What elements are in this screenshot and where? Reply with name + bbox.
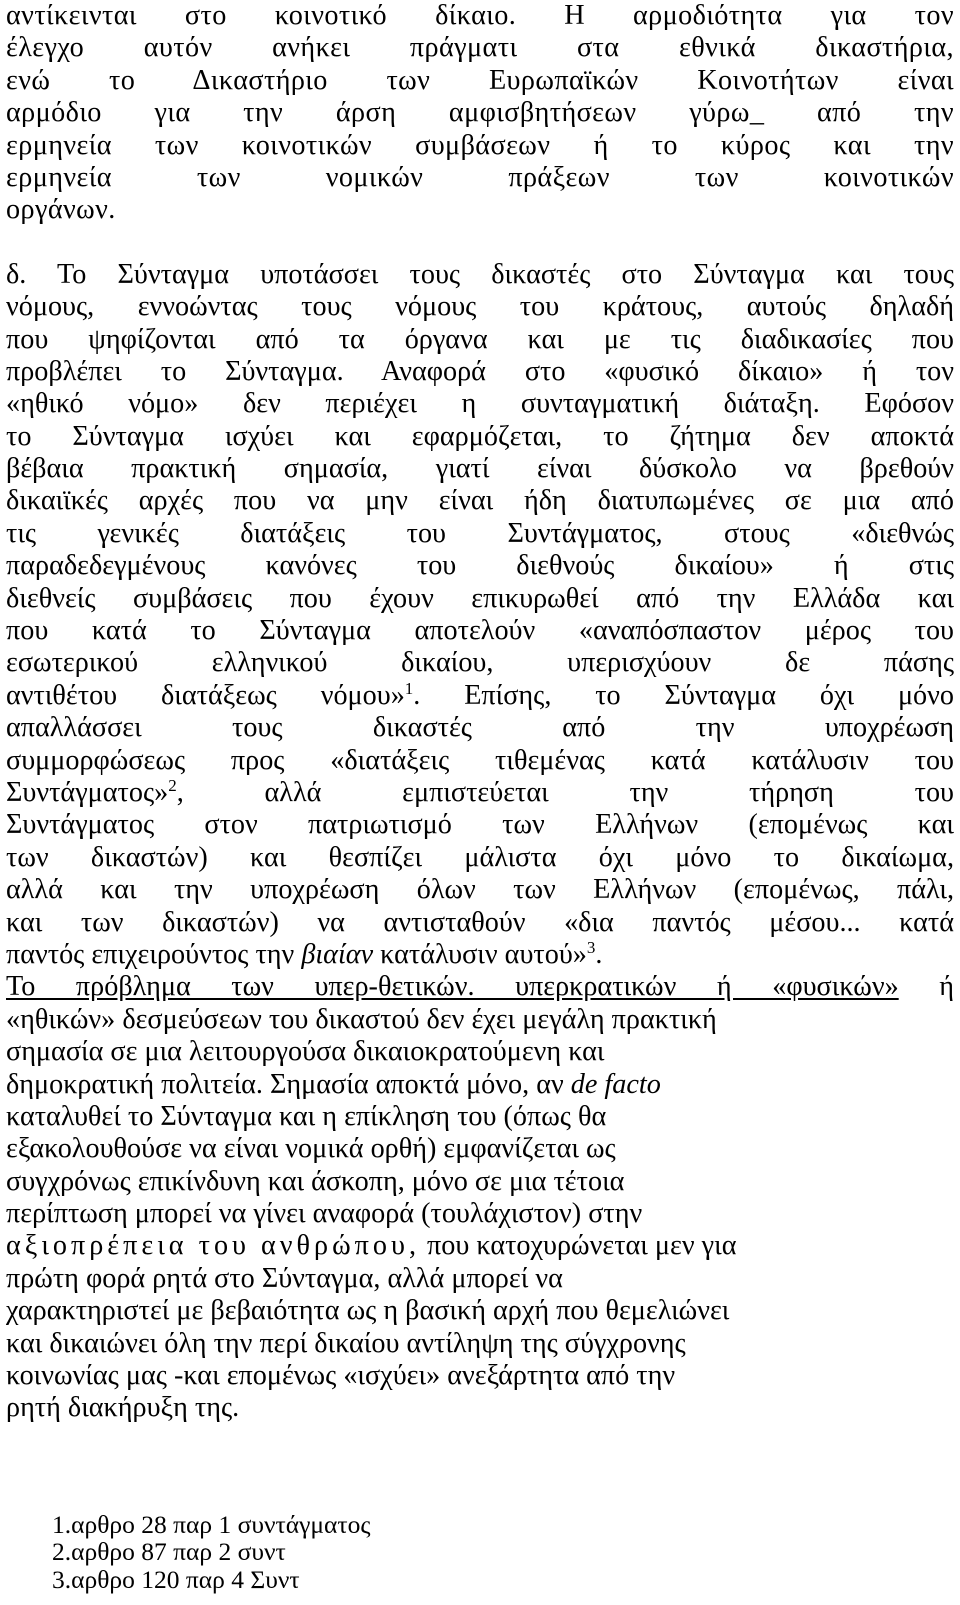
text-line: ρητή διακήρυξη της. — [6, 1392, 240, 1424]
text-line: των δικαστών) και θεσπίζει μάλιστα όχι μόνο το δικαίωμα, — [6, 841, 954, 873]
text-line — [6, 680, 954, 712]
text-line: σημασία σε μια λειτουργούσα δικαιοκρατούμενη και — [6, 1036, 605, 1068]
paragraph-supra-positive — [6, 971, 954, 1424]
text-line: ερμηνεία των κοινοτικών συμβάσεων ή το κύρος και την — [6, 129, 954, 161]
text-line: οργάνων. — [6, 194, 116, 226]
text-line — [6, 1069, 954, 1101]
text-line: νόμους, εννοώντας τους νόμους του κράτους, αυτούς δηλαδή — [6, 291, 954, 323]
text-segment: . Επίσης, το Σύνταγμα όχι μόνο — [413, 679, 954, 711]
text-line: συμμορφώσεως προς «διατάξεις τιθεμένας κατά κατάλυσιν του — [6, 744, 954, 776]
text-line — [6, 1230, 954, 1262]
text-line: δικαιϊκές αρχές που να μην είναι ήδη διατυπωμένες σε μια από — [6, 485, 954, 517]
document-page — [6, 0, 954, 1593]
text-line: παραδεδεγμένους κανόνες του διεθνούς δικαίου» ή στις — [6, 550, 954, 582]
text-segment: δημοκρατική πολιτεία. Σημασία αποκτά μόνο, αν — [6, 1068, 571, 1100]
text-segment: , αλλά εμπιστεύεται την τήρηση του — [176, 776, 954, 808]
text-line: πρώτη φορά ρητά στο Σύνταγμα, αλλά μπορεί να — [6, 1262, 563, 1294]
text-line: και των δικαστών) να αντισταθούν «δια παντός μέσου... κατά — [6, 906, 954, 938]
text-segment: που κατοχυρώνεται μεν για — [420, 1230, 737, 1262]
footnote-2: 2.αρθρο 87 παρ 2 συντ — [52, 1537, 286, 1567]
text-segment: . — [595, 938, 603, 970]
text-line — [6, 939, 954, 971]
italic-text: βιαίαν — [301, 938, 374, 970]
footnote-1: 1.αρθρο 28 παρ 1 συντάγματος — [52, 1509, 371, 1539]
text-line: κοινωνίας μας -και επομένως «ισχύει» ανεξάρτητα από την — [6, 1360, 676, 1392]
text-line: έλεγχο αυτόν ανήκει πράγματι στα εθνικά δικαστήρια, — [6, 32, 954, 64]
spaced-emphasis: αξιοπρέπεια του ανθρώπου, — [6, 1230, 420, 1262]
text-line: «ηθικών» δεσμεύσεων του δικαστού δεν έχει μεγάλη πρακτική — [6, 1003, 717, 1035]
text-line: χαρακτηριστεί με βεβαιότητα ως η βασική αρχή που θεμελιώνει — [6, 1295, 730, 1327]
text-segment: παντός επιχειρούντος την — [6, 938, 302, 970]
text-line: αλλά και την υποχρέωση όλων των Ελλήνων (επομένως, πάλι, — [6, 874, 954, 906]
footnote-3: 3.αρθρο 120 παρ 4 Συντ — [52, 1564, 300, 1594]
text-line: που ψηφίζονται από τα όργανα και με τις διαδικασίες που — [6, 323, 954, 355]
underlined-heading: Το πρόβλημα των υπερ-θετικών. υπερκρατικών ή «φυσικών» — [6, 971, 899, 1003]
text-line: που κατά το Σύνταγμα αποτελούν «αναπόσπαστον μέρος του — [6, 615, 954, 647]
text-segment: ή — [898, 971, 954, 1003]
text-line: το Σύνταγμα ισχύει και εφαρμόζεται, το ζήτημα δεν αποκτά — [6, 420, 954, 452]
text-line: αρμόδιο για την άρση αμφισβητήσεων γύρω_ από την — [6, 97, 954, 129]
text-line: και δικαιώνει όλη την περί δικαίου αντίληψη της σύγχρονης — [6, 1327, 686, 1359]
text-line — [6, 971, 954, 1003]
footnote-ref-3: 3 — [586, 937, 596, 957]
paragraph-constitution — [6, 259, 954, 972]
text-line: συγχρόνως επικίνδυνη και άσκοπη, μόνο σε μια τέτοια — [6, 1165, 625, 1197]
paragraph-eu-law — [6, 0, 954, 227]
text-line — [6, 777, 954, 809]
text-line: εξακολουθούσε να είναι νομικά ορθή) εμφανίζεται ως — [6, 1133, 616, 1165]
italic-text: de facto — [570, 1068, 661, 1100]
footnotes — [6, 1511, 954, 1594]
text-line: βέβαια πρακτική σημασία, γιατί είναι δύσκολο να βρεθούν — [6, 453, 954, 485]
text-line: απαλλάσσει τους δικαστές από την υποχρέωση — [6, 712, 954, 744]
text-line: αντίκεινται στο κοινοτικό δίκαιο. Η αρμοδιότητα για τον — [6, 0, 954, 31]
text-line: εσωτερικού ελληνικού δικαίου, υπερισχύουν δε πάσης — [6, 647, 954, 679]
text-line: προβλέπει το Σύνταγμα. Αναφορά στο «φυσικό δίκαιο» ή τον — [6, 355, 954, 387]
text-line: τις γενικές διατάξεις του Συντάγματος, στους «διεθνώς — [6, 517, 954, 549]
text-line: καταλυθεί το Σύνταγμα και η επίκληση του (όπως θα — [6, 1100, 607, 1132]
text-line: περίπτωση μπορεί να γίνει αναφορά (τουλάχιστον) στην — [6, 1198, 643, 1230]
text-line: ερμηνεία των νομικών πράξεων των κοινοτικών — [6, 161, 954, 193]
text-line: διεθνείς συμβάσεις που έχουν επικυρωθεί από την Ελλάδα και — [6, 582, 954, 614]
footnote-ref-1: 1 — [404, 678, 414, 698]
text-segment: Συντάγματος» — [6, 776, 169, 808]
text-line: δ. Το Σύνταγμα υποτάσσει τους δικαστές στο Σύνταγμα και τους — [6, 258, 954, 290]
text-line: «ηθικό νόμο» δεν περιέχει η συνταγματική διάταξη. Εφόσον — [6, 388, 954, 420]
text-line: Συντάγματος στον πατριωτισμό των Ελλήνων (επομένως και — [6, 809, 954, 841]
text-line: ενώ το Δικαστήριο των Ευρωπαϊκών Κοινοτήτων είναι — [6, 64, 954, 96]
text-segment: αντιθέτου διατάξεως νόμου» — [6, 679, 405, 711]
footnote-ref-2: 2 — [168, 775, 177, 795]
text-segment: κατάλυσιν αυτού» — [373, 938, 587, 970]
